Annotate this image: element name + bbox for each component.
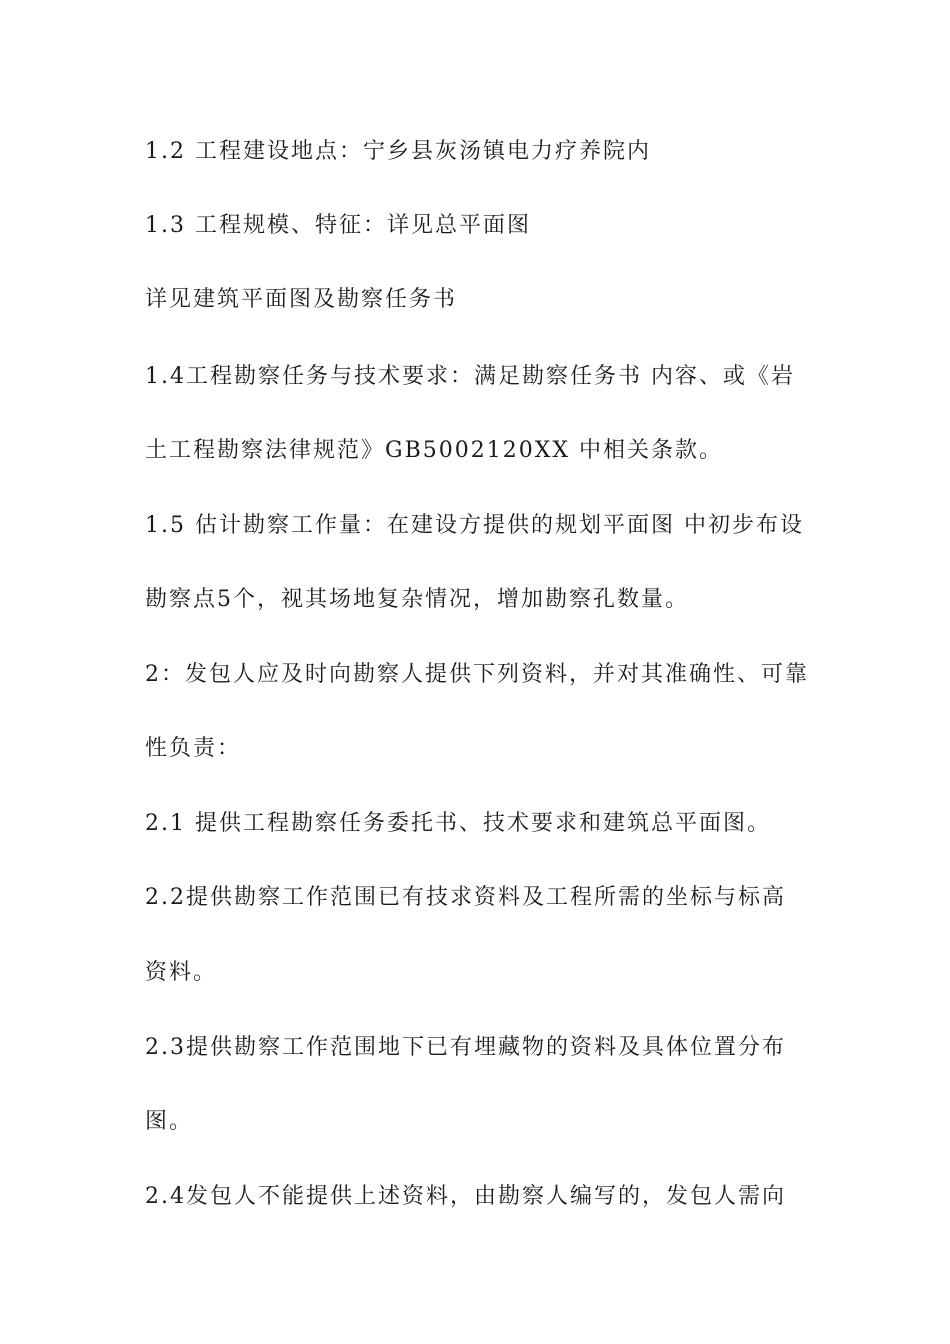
text-line-1-4-cont: 土工程勘察法律规范》GB5002120XX 中相关条款。: [145, 438, 724, 463]
text-line-1-5: 1.5 估计勘察工作量：在建设方提供的规划平面图 中初步布设: [145, 513, 804, 538]
text-line-1-2: 1.2 工程建设地点：宁乡县灰汤镇电力疗养院内: [145, 139, 651, 164]
text-line-2-cont: 性负责：: [145, 736, 242, 761]
text-line-plan-reference: 详见建筑平面图及勘察任务书: [145, 287, 458, 312]
text-line-2-4: 2.4发包人不能提供上述资料，由勘察人编写的，发包人需向: [145, 1184, 786, 1209]
text-line-1-3: 1.3 工程规模、特征：详见总平面图: [145, 213, 531, 238]
text-line-2-3-cont: 图。: [145, 1109, 194, 1134]
text-line-2-2: 2.2提供勘察工作范围已有技求资料及工程所需的坐标与标高: [145, 885, 786, 910]
text-line-2-2-cont: 资料。: [145, 960, 218, 985]
text-line-2: 2：发包人应及时向勘察人提供下列资料，并对其准确性、可靠: [145, 662, 809, 687]
text-line-1-4: 1.4工程勘察任务与技术要求：满足勘察任务书 内容、或《岩: [145, 364, 795, 389]
text-line-1-5-cont: 勘察点5个，视其场地复杂情况，增加勘察孔数量。: [145, 587, 689, 612]
text-line-2-1: 2.1 提供工程勘察任务委托书、技术要求和建筑总平面图。: [145, 811, 771, 836]
text-line-2-3: 2.3提供勘察工作范围地下已有埋藏物的资料及具体位置分布: [145, 1035, 786, 1060]
